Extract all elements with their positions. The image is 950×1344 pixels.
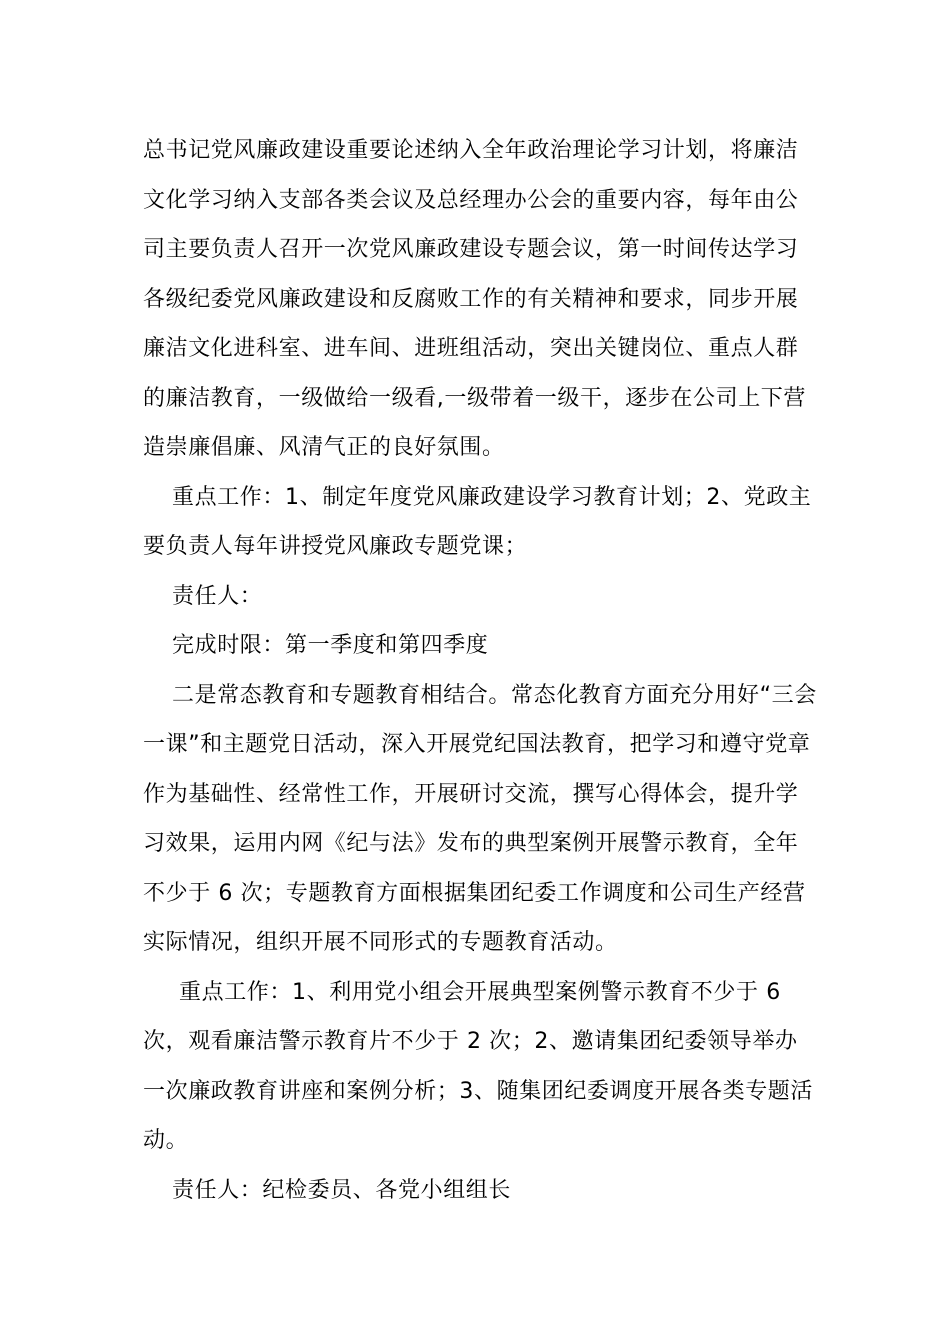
text-line: 责任人：纪检委员、各党小组组长 <box>172 1177 512 1203</box>
paragraph-1 <box>143 126 813 473</box>
text-line: 总书记党风廉政建设重要论述纳入全年政治理论学习计划，将廉洁 <box>143 138 799 163</box>
text-line: 重点工作：1、利用党小组会开展典型案例警示教育不少于 6 <box>179 979 781 1005</box>
text-line: 作为基础性、经常性工作，开展研讨交流，撰写心得体会，提升学 <box>143 781 799 807</box>
paragraph-key-work-2 <box>143 968 813 1166</box>
text-line: 二是常态教育和专题教育相结合。常态化教育方面充分用好“三会 <box>172 682 817 708</box>
text-line: 习效果，运用内网《纪与法》发布的典型案例开展警示教育，全年 <box>143 831 799 856</box>
text-line: 动。 <box>143 1128 189 1153</box>
document-body <box>143 126 817 1215</box>
text-line: 造崇廉倡廉、风清气正的良好氛围。 <box>143 435 505 460</box>
text-line: 实际情况，组织开展不同形式的专题教育活动。 <box>143 930 618 955</box>
text-line: 要负责人每年讲授党风廉政专题党课； <box>143 534 528 559</box>
paragraph-deadline-1 <box>143 621 813 671</box>
paragraph-responsible-2 <box>143 1166 813 1216</box>
text-line: 完成时限：第一季度和第四季度 <box>172 633 489 658</box>
text-line: 各级纪委党风廉政建设和反腐败工作的有关精神和要求，同步开展 <box>143 286 799 312</box>
text-line: 重点工作：1、制定年度党风廉政建设学习教育计划；2、党政主 <box>172 484 812 510</box>
paragraph-key-work-1 <box>143 473 813 572</box>
text-line: 一次廉政教育讲座和案例分析；3、随集团纪委调度开展各类专题活 <box>143 1078 813 1104</box>
text-line: 廉洁文化进科室、进车间、进班组活动，突出关键岗位、重点人群 <box>143 336 799 361</box>
text-line: 次，观看廉洁警示教育片不少于 2 次；2、邀请集团纪委领导举办 <box>143 1029 798 1054</box>
text-line: 不少于 6 次；专题教育方面根据集团纪委工作调度和公司生产经营 <box>143 880 806 906</box>
text-line: 的廉洁教育，一级做给一级看,一级带着一级干，逐步在公司上下营 <box>143 385 806 411</box>
paragraph-2 <box>143 671 817 968</box>
paragraph-responsible-1 <box>143 572 813 622</box>
text-line: 责任人： <box>172 583 263 609</box>
text-line: 文化学习纳入支部各类会议及总经理办公会的重要内容，每年由公 <box>143 187 799 213</box>
text-line: 一课”和主题党日活动，深入开展党纪国法教育，把学习和遵守党章 <box>143 732 811 757</box>
text-line: 司主要负责人召开一次党风廉政建设专题会议，第一时间传达学习 <box>143 237 799 262</box>
